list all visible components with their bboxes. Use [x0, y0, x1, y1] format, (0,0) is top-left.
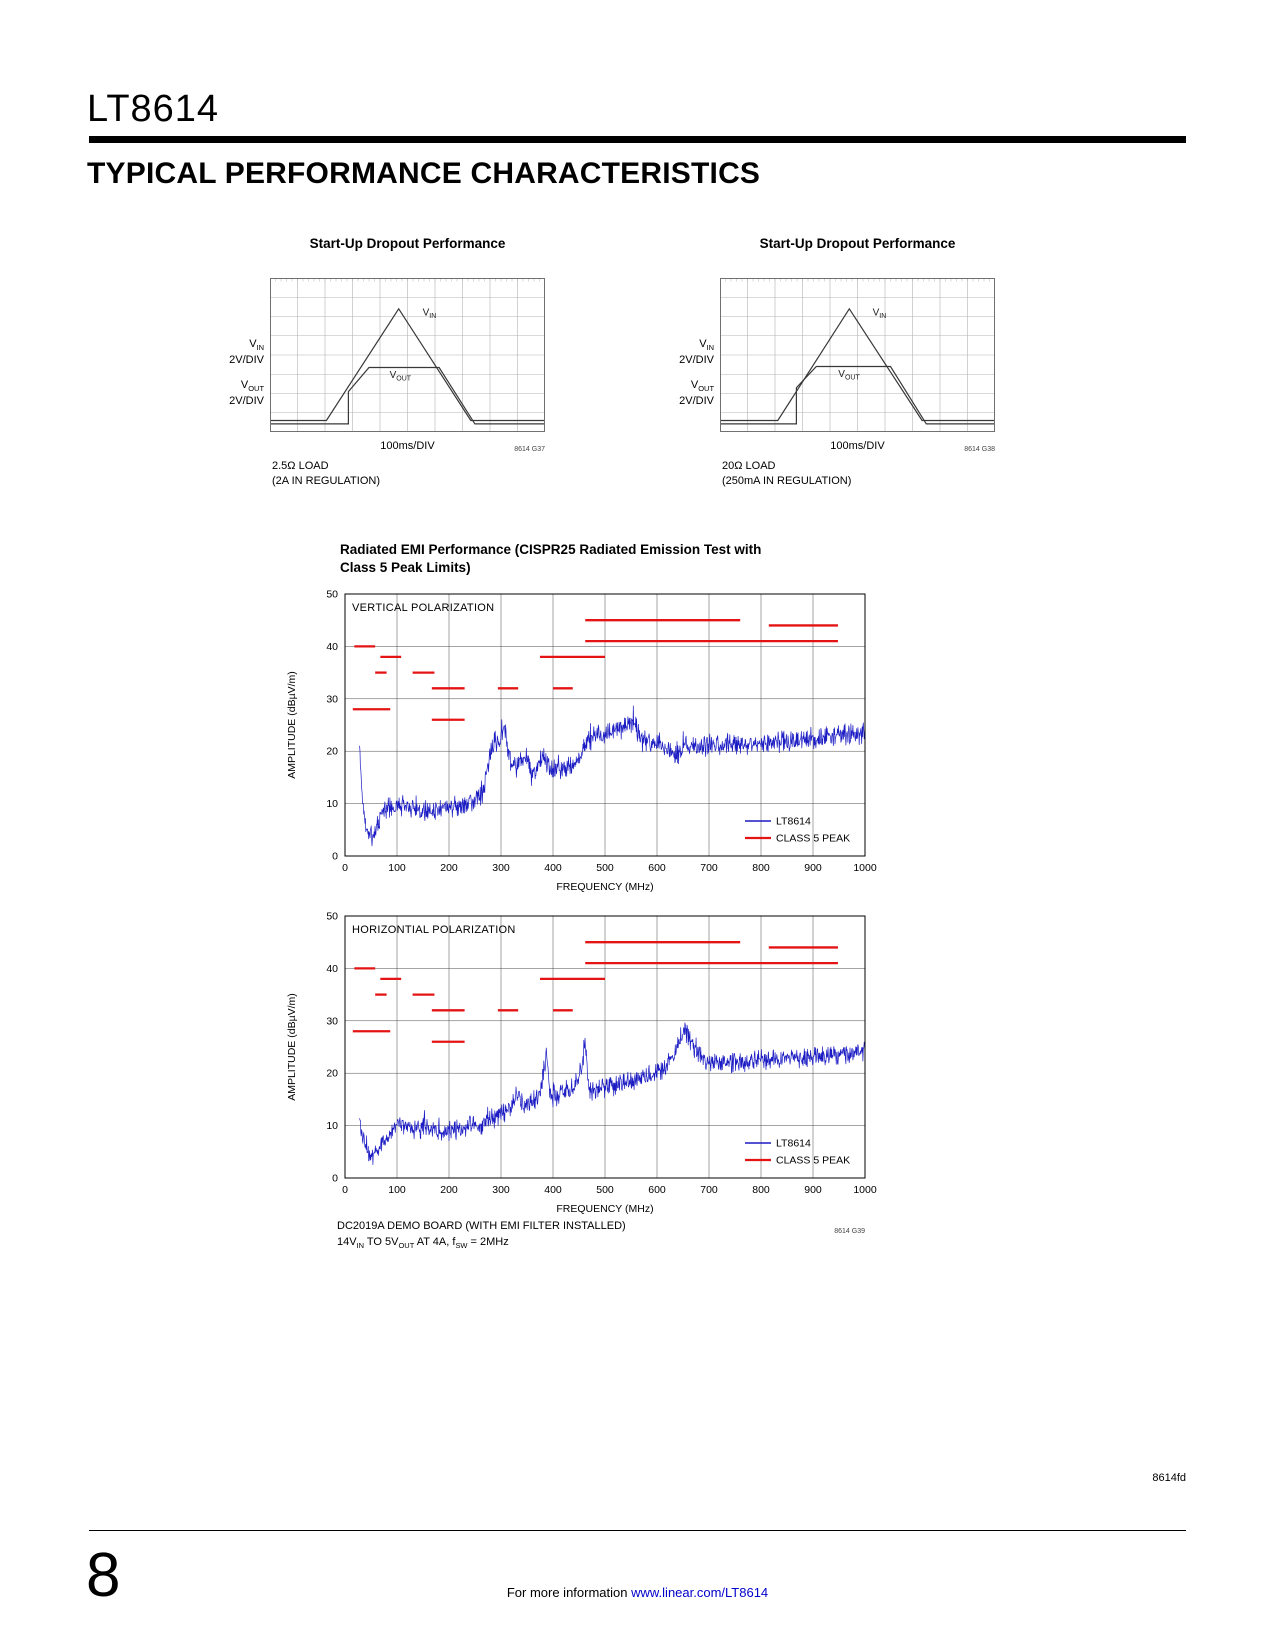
scope2-svg [720, 278, 995, 432]
x-axis-title: FREQUENCY (MHz) [556, 1203, 654, 1215]
emi-graph-id: 8614 G39 [834, 1228, 865, 1235]
svg-text:100: 100 [388, 1184, 406, 1196]
svg-text:0: 0 [342, 862, 348, 874]
svg-text:CLASS 5 PEAK: CLASS 5 PEAK [776, 832, 851, 845]
section-title: TYPICAL PERFORMANCE CHARACTERISTICS [87, 157, 761, 190]
scope1-vout-axis-label: $V_{OUT}$ 2V/DIV [229, 379, 264, 408]
svg-text:50: 50 [326, 910, 338, 923]
svg-text:700: 700 [700, 1184, 718, 1196]
emi-chart-horizontal-svg [280, 910, 880, 1222]
svg-text:1000: 1000 [853, 1184, 877, 1196]
emi-caption [337, 1218, 626, 1254]
scope1-xlabel: 100ms/DIV [380, 440, 435, 452]
svg-text:100: 100 [388, 862, 406, 874]
scope1-plot [270, 278, 545, 437]
svg-text:900: 900 [804, 1184, 822, 1196]
footer-rule [89, 1530, 1186, 1531]
svg-text:200: 200 [440, 1184, 458, 1196]
svg-text:0: 0 [342, 1184, 348, 1196]
svg-text:1000: 1000 [853, 862, 877, 874]
scope1-svg [270, 278, 545, 432]
emi-section-title: Radiated EMI Performance (CISPR25 Radiated Emission Test with Class 5 Peak Limits) [340, 542, 762, 575]
svg-text:300: 300 [492, 1184, 510, 1196]
svg-text:LT8614: LT8614 [776, 1137, 811, 1150]
svg-text:40: 40 [326, 640, 338, 653]
svg-text:500: 500 [596, 1184, 614, 1196]
y-axis-title: AMPLITUDE (dBµV/m) [286, 993, 298, 1101]
scope1-caption: 2.5Ω LOAD (2A IN REGULATION) [272, 460, 380, 487]
part-number: LT8614 [87, 88, 220, 130]
x-axis-title: FREQUENCY (MHz) [556, 881, 654, 893]
scope2-caption: 20Ω LOAD (250mA IN REGULATION) [722, 460, 852, 487]
svg-text:20: 20 [326, 745, 338, 758]
scope2-graph-id: 8614 G38 [964, 446, 995, 453]
emi-chart-vertical [280, 588, 880, 905]
svg-text:50: 50 [326, 588, 338, 601]
svg-text:40: 40 [326, 962, 338, 975]
scope1-graph-id: 8614 G37 [514, 446, 545, 453]
svg-text:CLASS 5 PEAK: CLASS 5 PEAK [776, 1154, 851, 1167]
polarization-label: VERTICAL POLARIZATION [352, 602, 495, 614]
svg-text:700: 700 [700, 862, 718, 874]
svg-text:LT8614: LT8614 [776, 815, 811, 828]
svg-text:400: 400 [544, 862, 562, 874]
doc-code: 8614fd [1152, 1472, 1186, 1484]
footer-info [0, 1585, 1275, 1600]
emi-caption-line1: DC2019A DEMO BOARD (WITH EMI FILTER INSTALLED) [337, 1220, 626, 1232]
scope2-vout-axis-label: $V_{OUT}$ 2V/DIV [679, 379, 714, 408]
tick-labels [326, 589, 877, 875]
scope1-vin-axis-label: $V_{IN}$ 2V/DIV [229, 338, 264, 367]
svg-text:800: 800 [752, 1184, 770, 1196]
svg-text:200: 200 [440, 862, 458, 874]
footer-info-text: For more information [506, 1585, 632, 1600]
svg-text:0: 0 [332, 850, 338, 863]
scope-grid [720, 278, 995, 432]
vout-trace-label: $V_{OUT}$ [838, 369, 860, 382]
svg-text:500: 500 [596, 862, 614, 874]
svg-text:400: 400 [544, 1184, 562, 1196]
svg-text:800: 800 [752, 862, 770, 874]
emi-chart-vertical-svg [280, 588, 880, 900]
header-rule [89, 136, 1186, 143]
svg-text:20: 20 [326, 1067, 338, 1080]
svg-text:600: 600 [648, 862, 666, 874]
y-axis-title: AMPLITUDE (dBµV/m) [286, 671, 298, 779]
page-number: 8 [86, 1541, 121, 1610]
scope2-plot [720, 278, 995, 437]
footer-link[interactable]: www.linear.com/LT8614 [631, 1585, 769, 1600]
svg-text:10: 10 [326, 798, 338, 811]
vout-trace-label: $V_{OUT}$ [389, 370, 412, 383]
scope-grid [270, 278, 545, 432]
svg-text:600: 600 [648, 1184, 666, 1196]
emi-chart-horizontal [280, 910, 880, 1227]
emi-caption-line2: $14V_{IN}$ TO $5V_{OUT}$ AT 4A, $f_{SW} = 2MHz$ [337, 1236, 509, 1251]
svg-text:30: 30 [326, 693, 338, 706]
scope2-title: Start-Up Dropout Performance [759, 236, 956, 251]
svg-text:10: 10 [326, 1120, 338, 1133]
polarization-label: HORIZONTIAL POLARIZATION [352, 924, 516, 936]
class5-peak-limit-lines [353, 942, 838, 1042]
svg-text:0: 0 [332, 1172, 338, 1185]
scope1-title: Start-Up Dropout Performance [309, 236, 506, 251]
svg-text:30: 30 [326, 1015, 338, 1028]
svg-text:300: 300 [492, 862, 510, 874]
vin-trace-label: $V_{IN}$ [872, 307, 887, 320]
svg-text:900: 900 [804, 862, 822, 874]
tick-labels [326, 911, 877, 1197]
vin-trace-label: $V_{IN}$ [422, 307, 437, 320]
class5-peak-limit-lines [353, 620, 838, 720]
scope2-vin-axis-label: $V_{IN}$ 2V/DIV [679, 338, 714, 367]
scope2-xlabel: 100ms/DIV [830, 440, 885, 452]
